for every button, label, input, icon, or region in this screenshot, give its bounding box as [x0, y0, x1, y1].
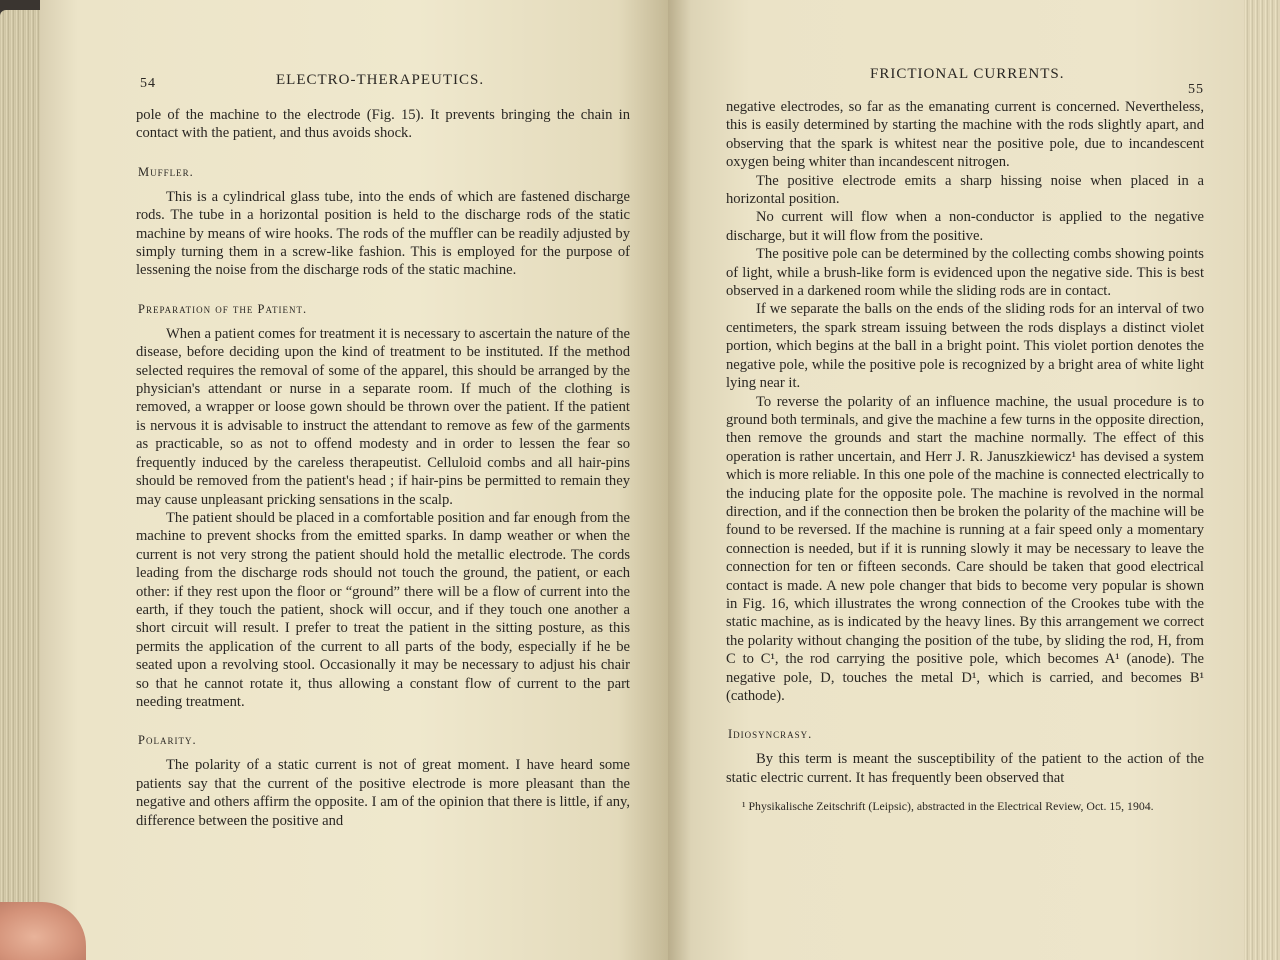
left-opening-paragraph: pole of the machine to the electrode (Fig. 15). It prevents bringing the chain in contact with the patient, and thus avoids shock.: [136, 107, 630, 142]
left-page: [40, 0, 668, 960]
muffler-heading: Muffler.: [138, 164, 194, 179]
idiosyncrasy-paragraph: By this term is meant the susceptibility of the patient to the action of the static electric current. It has frequently been observed that: [726, 751, 1204, 786]
left-page-number: 54: [140, 76, 156, 91]
right-page-number: 55: [1188, 82, 1204, 97]
right-running-head: [726, 64, 1204, 98]
footnote: ¹ Physikalische Zeitschrift (Leipsic), abstracted in the Electrical Review, Oct. 15, 1904.: [742, 799, 1154, 814]
muffler-paragraph: This is a cylindrical glass tube, into the ends of which are fastened discharge rods. The tube in a horizontal position is held to the discharge rods of the static machine by means of wire hooks. The rods of the muffler can be readily adjusted by simply turning them in a screw-like fashion. This is employed for the purpose of lessening the noise from the discharge rods of the static machine.: [136, 188, 630, 279]
preparation-heading: Preparation of the Patient.: [138, 301, 308, 316]
right-page-edges: [1244, 0, 1280, 960]
polarity-paragraph: The polarity of a static current is not of great moment. I have heard some patients say that the current of the positive electrode is more pleasant than the negative and others affirm the opposite. I am of the opinion that there is little, if any, difference between the positive and: [136, 757, 630, 829]
right-paragraph-1: negative electrodes, so far as the emanating current is concerned. Nevertheless, this is easily determined by starting the machine with the rods slightly apart, and observing that the spark is whitest near the positive pole, due to incandescent oxygen being whiter than incandescent nitrogen.: [726, 99, 1204, 171]
idiosyncrasy-heading: Idiosyncrasy.: [728, 727, 813, 742]
right-page: [668, 0, 1248, 960]
right-paragraph-2: The positive electrode emits a sharp hissing noise when placed in a horizontal position.: [726, 172, 1204, 208]
preparation-paragraph-1: When a patient comes for treatment it is necessary to ascertain the nature of the disease, before deciding upon the kind of treatment to be instituted. If the method selected requires the removal of some of the apparel, this should be arranged by the physician's attendant or nurse in a separate room. If much of the clothing is removed, a wrapper or loose gown should be thrown over the patient. If the patient is nervous it is advisable to instruct the attendant to remove as few of the garments as practicable, so as not to offend modesty and in order to lessen the fear so frequently induced by the careless therapeutist. Celluloid combs and all hair-pins should be removed from the patient's head ; if hair-pins be permitted to remain they may cause unpleasant pricking sensations in the scalp.: [136, 325, 630, 508]
left-running-head: [136, 72, 630, 106]
right-paragraph-6: To reverse the polarity of an influence machine, the usual procedure is to ground both terminals, and give the machine a few turns in the opposite direction, then remove the grounds and start the machine normally. The effect of this operation is rather uncertain, and Herr J. R. Januszkiewicz¹ has devised a system which is more reliable. In this one pole of the machine is connected electrically to the inducing plate for the opposite pole. The machine is revolved in the normal direction, and if the connection then be broken the polarity of the machine will be found to be reversed. If the machine is running at a fair speed only a momentary connection is needed, but if it is running slowly it may be necessary to leave the connection for ten or fifteen seconds. Care should be taken that good electrical contact is made. A new pole changer that bids to become very popular is shown in Fig. 16, which illustrates the wrong connection of the Crookes tube with the static machine, as is indicated by the heavy lines. By this arrangement we correct the polarity without changing the position of the tube, by sliding the rod, H, from C to C¹, the rod carrying the positive pole, which becomes A¹ (anode). The negative pole, D, touches the metal D¹, which is carried, and becomes B¹ (cathode).: [726, 393, 1204, 704]
polarity-heading: Polarity.: [138, 733, 197, 748]
right-paragraph-5: If we separate the balls on the ends of the sliding rods for an interval of two centimeters, the spark stream issuing between the rods displays a distinct violet portion, which begins at the ball in a bright point. This violet portion denotes the negative pole, while the positive pole is recognized by a bright area of white light lying near it.: [726, 301, 1204, 392]
right-running-title: FRICTIONAL CURRENTS.: [870, 66, 1065, 82]
preparation-paragraph-2: The patient should be placed in a comfortable position and far enough from the machine to prevent shocks from the emitted sparks. In damp weather or when the current is not very strong the patient should hold the metallic electrode. The cords leading from the discharge rods should not touch the ground, the patient, or each other: if they rest upon the floor or “ground” there will be a flow of current into the earth, if they touch the patient, shock will occur, and if they touch one another a short circuit will result. I prefer to treat the patient in the sitting posture, as this permits the application of the current to all parts of the body, especially if he be seated upon a revolving stool. Occasionally it may be necessary to adjust his chair so that he cannot rotate it, thus allowing a constant flow of current to the part needing treatment.: [136, 509, 630, 710]
right-paragraph-3: No current will flow when a non-conductor is applied to the negative discharge, but it will flow from the positive.: [726, 209, 1204, 244]
right-paragraph-4: The positive pole can be determined by the collecting combs showing points of light, while a brush-like form is evidenced upon the negative side. This is best observed in a darkened room while the sliding rods are in contact.: [726, 246, 1204, 300]
left-running-title: ELECTRO-THERAPEUTICS.: [276, 72, 485, 88]
